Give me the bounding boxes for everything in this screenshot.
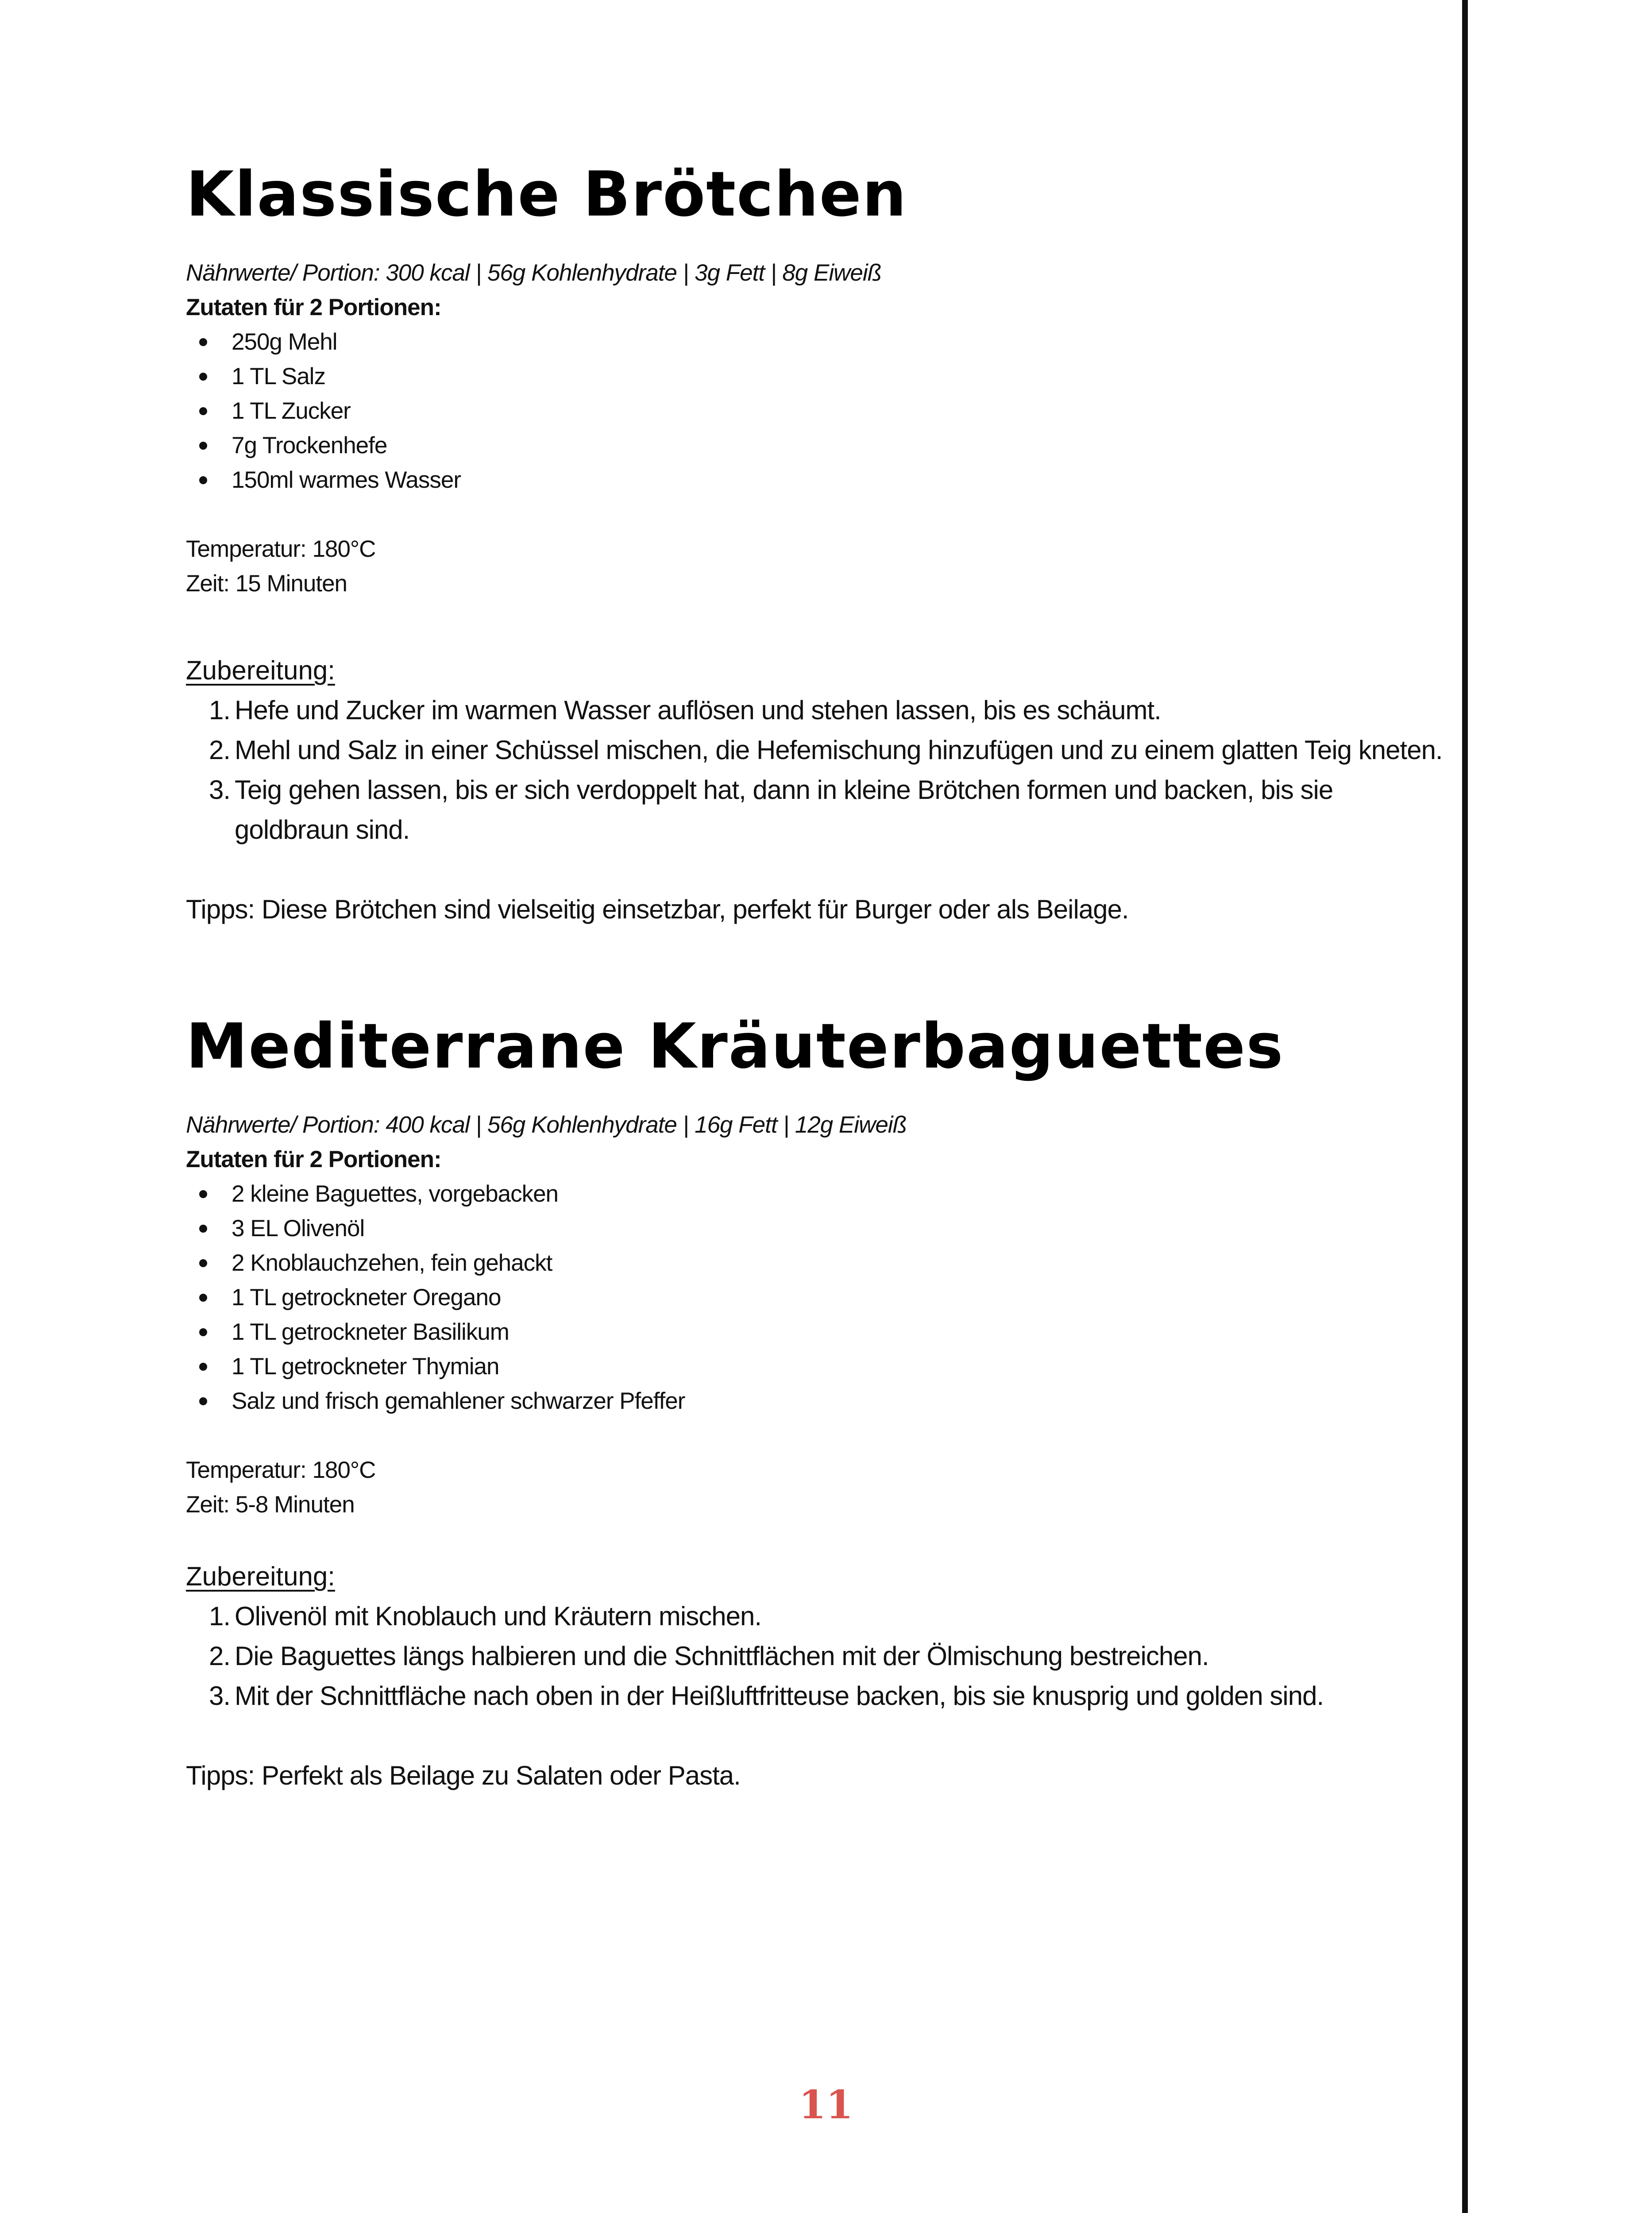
ingredient-item [186,325,1452,359]
bullet-icon [199,1294,207,1302]
ingredient-item [186,1211,1452,1246]
bullet-icon [199,1397,207,1405]
ingredient-text: 1 TL Salz [232,363,325,389]
step-number: 2. [209,1641,231,1671]
ingredient-list [186,1177,1452,1419]
step-text: Hefe und Zucker im warmen Wasser auflösen und stehen lassen, bis es schäumt. [235,695,1161,725]
bullet-icon [199,1190,207,1198]
ingredient-text: 1 TL getrockneter Thymian [232,1353,499,1380]
preparation-heading: Zubereitung: [186,655,335,685]
ingredient-text: 7g Trockenhefe [232,432,387,459]
step-number: 3. [209,775,231,805]
temperature-text: Temperatur: 180°C [186,1457,376,1483]
bullet-icon [199,1363,207,1371]
page-edge-line [1462,0,1468,2213]
step-text: Teig gehen lassen, bis er sich verdoppelt hat, dann in kleine Brötchen formen und backen, bis sie goldbraun sind. [235,775,1333,844]
ingredient-text: 1 TL getrockneter Oregano [232,1284,501,1311]
ingredient-item [186,1280,1452,1315]
step-item [186,1636,1452,1676]
step-text: Mit der Schnittfläche nach oben in der Heißluftfritteuse backen, bis sie knusprig und golden sind. [235,1681,1324,1711]
page-number: 11 [799,2082,853,2128]
step-item [186,730,1452,770]
step-item [186,1596,1452,1636]
ingredient-list [186,325,1452,497]
ingredient-text: 250g Mehl [232,329,337,355]
recipe-title: Klassische Brötchen [186,158,907,231]
ingredient-text: 2 kleine Baguettes, vorgebacken [232,1181,559,1207]
ingredient-text: 1 TL Zucker [232,398,351,424]
servings-label: Zutaten für 2 Portionen: [186,294,441,320]
step-number: 2. [209,735,231,765]
step-text: Die Baguettes längs halbieren und die Schnittflächen mit der Ölmischung bestreichen. [235,1641,1209,1671]
ingredient-item [186,1315,1452,1349]
time-text: Zeit: 15 Minuten [186,571,347,597]
bullet-icon [199,373,207,381]
bullet-icon [199,1259,207,1267]
step-text: Olivenöl mit Knoblauch und Kräutern mischen. [235,1601,761,1631]
ingredient-item [186,359,1452,394]
step-item [186,690,1452,730]
ingredient-text: 2 Knoblauchzehen, fein gehackt [232,1250,552,1276]
servings-label: Zutaten für 2 Portionen: [186,1146,441,1172]
step-number: 1. [209,695,231,725]
ingredient-item [186,463,1452,497]
step-text: Mehl und Salz in einer Schüssel mischen, die Hefemischung hinzufügen und zu einem glatten Teig kneten. [235,735,1443,765]
ingredient-item [186,428,1452,463]
bullet-icon [199,1225,207,1233]
recipe-klassische-broetchen [186,150,1452,929]
bullet-icon [199,1328,207,1336]
step-list [186,690,1452,850]
nutrition-info: Nährwerte/ Portion: 400 kcal | 56g Kohlenhydrate | 16g Fett | 12g Eiweiß [186,1112,907,1138]
step-list [186,1596,1452,1716]
step-item [186,1676,1452,1716]
recipe-title: Mediterrane Kräuterbaguettes [186,1010,1284,1083]
step-number: 3. [209,1681,231,1711]
bullet-icon [199,476,207,484]
nutrition-info: Nährwerte/ Portion: 300 kcal | 56g Kohlenhydrate | 3g Fett | 8g Eiweiß [186,260,882,286]
bullet-icon [199,442,207,450]
ingredient-item [186,1384,1452,1419]
temperature-text: Temperatur: 180°C [186,536,376,562]
step-number: 1. [209,1601,231,1631]
tips-text: Tipps: Perfekt als Beilage zu Salaten oder Pasta. [186,1761,741,1790]
cooking-info [186,532,1452,601]
ingredient-item [186,1177,1452,1211]
time-text: Zeit: 5-8 Minuten [186,1492,355,1518]
ingredient-item [186,394,1452,428]
bullet-icon [199,338,207,346]
ingredient-item [186,1246,1452,1280]
step-item [186,770,1452,850]
ingredient-text: 3 EL Olivenöl [232,1215,365,1241]
tips-text: Tipps: Diese Brötchen sind vielseitig einsetzbar, perfekt für Burger oder als Beilage. [186,894,1129,924]
ingredient-text: Salz und frisch gemahlener schwarzer Pfeffer [232,1388,685,1414]
bullet-icon [199,407,207,415]
ingredient-item [186,1349,1452,1384]
preparation-heading: Zubereitung: [186,1561,335,1591]
ingredient-text: 1 TL getrockneter Basilikum [232,1319,509,1345]
ingredient-text: 150ml warmes Wasser [232,467,461,493]
recipe-mediterrane-kraeuterbaguettes [186,1002,1452,1796]
cooking-info [186,1453,1452,1522]
